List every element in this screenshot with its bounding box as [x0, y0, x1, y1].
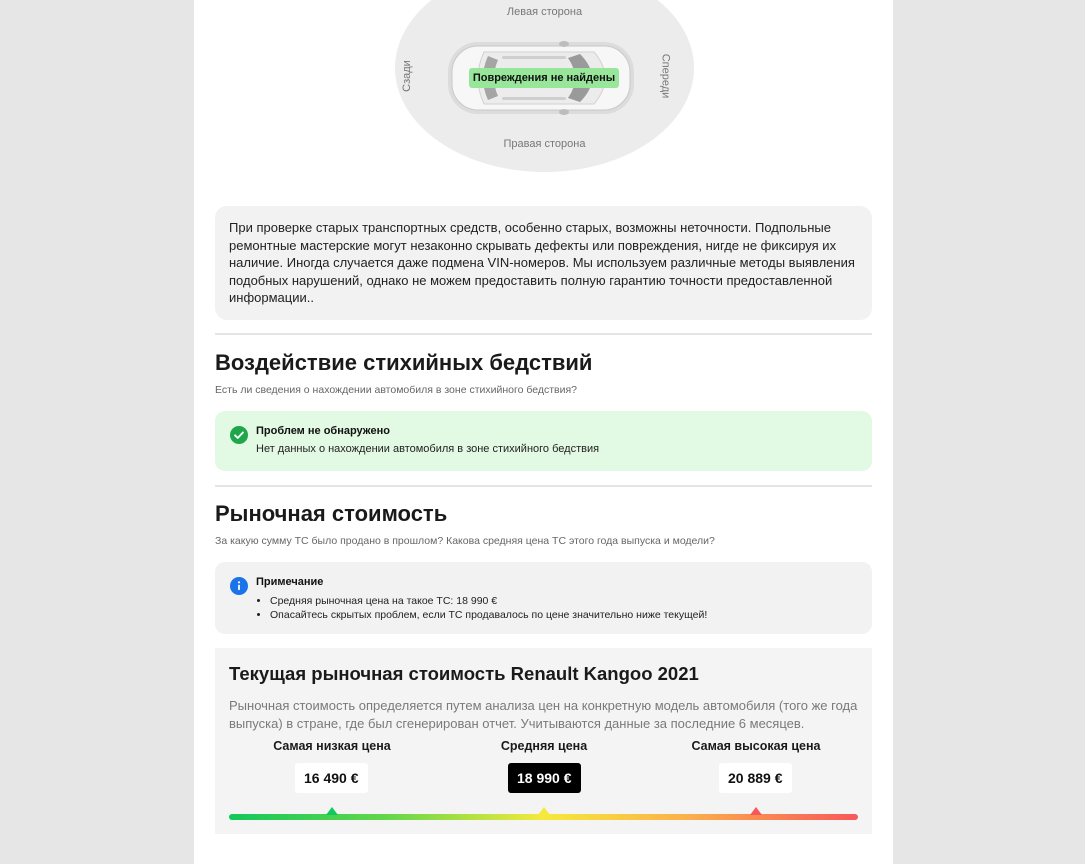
average-price-marker: [538, 807, 550, 815]
highest-price-label: Самая высокая цена: [691, 739, 821, 753]
lowest-price-value: 16 490 €: [295, 763, 368, 793]
check-circle-icon: [230, 426, 248, 444]
disaster-section-subtitle: Есть ли сведения о нахождении автомобиля в зоне стихийного бедствия?: [215, 384, 578, 396]
report-page: [194, 0, 893, 864]
accuracy-notice: [215, 206, 872, 320]
no-damage-badge: Повреждения не найдены: [469, 68, 619, 88]
lowest-price-marker: [326, 807, 338, 815]
disaster-section-title: Воздействие стихийных бедствий: [215, 350, 593, 375]
average-price-column: [444, 739, 644, 753]
highest-price-marker: [750, 807, 762, 815]
highest-price-value: 20 889 €: [719, 763, 792, 793]
market-note-box: [215, 562, 872, 634]
market-section-subtitle: За какую сумму ТС было продано в прошлом? Какова средняя цена ТС этого года выпуска и модели?: [215, 535, 715, 547]
section-divider: [215, 333, 872, 335]
market-note-list: [256, 594, 707, 622]
disaster-result-text: Нет данных о нахождении автомобиля в зоне стихийного бедствия: [256, 443, 600, 455]
list-item: • Опасайтесь скрытых проблем, если ТС продавалось по цене значительно ниже текущей!: [270, 608, 707, 622]
section-divider: [215, 485, 872, 487]
car-damage-diagram: [395, 0, 694, 172]
front-label: Спереди: [659, 53, 672, 99]
lowest-price-label: Самая низкая цена: [273, 739, 391, 753]
info-icon: [230, 577, 248, 595]
lowest-price-column: [232, 739, 432, 753]
list-item: • Средняя рыночная цена на такое ТС: 18 990 €: [270, 594, 707, 608]
right-side-label: Правая сторона: [503, 138, 586, 150]
current-market-value-panel: [215, 648, 872, 834]
current-market-value-description: Рыночная стоимость определяется путем анализа цен на конкретную модель автомобиля (того же года выпуска) в стране, где был сгенерирован отчет. Учитываются данные за последние 6 месяцев.: [229, 698, 858, 731]
market-section-title: Рыночная стоимость: [215, 501, 448, 526]
average-price-label: Средняя цена: [500, 739, 588, 753]
highest-price-column: [656, 739, 856, 753]
disaster-result-box: [215, 411, 872, 471]
accuracy-notice-text: При проверке старых транспортных средств, особенно старых, возможны неточности. Подпольные ремонтные мастерские могут незаконно скрывать дефекты или повреждения, нигде не фиксируя их наличие. Иногда случается даже подмена VIN-номеров. Мы используем различные методы выявления подобных нарушений, однако не можем предоставить полную гарантию точности предоставленной информации..: [229, 220, 855, 306]
rear-label: Сзади: [400, 60, 413, 92]
disaster-result-title: Проблем не обнаружено: [256, 425, 390, 437]
left-side-label: Левая сторона: [506, 6, 583, 18]
current-market-value-title: Текущая рыночная стоимость Renault Kangoo 2021: [229, 663, 699, 684]
average-price-value: 18 990 €: [508, 763, 581, 793]
market-note-title: Примечание: [256, 576, 324, 588]
